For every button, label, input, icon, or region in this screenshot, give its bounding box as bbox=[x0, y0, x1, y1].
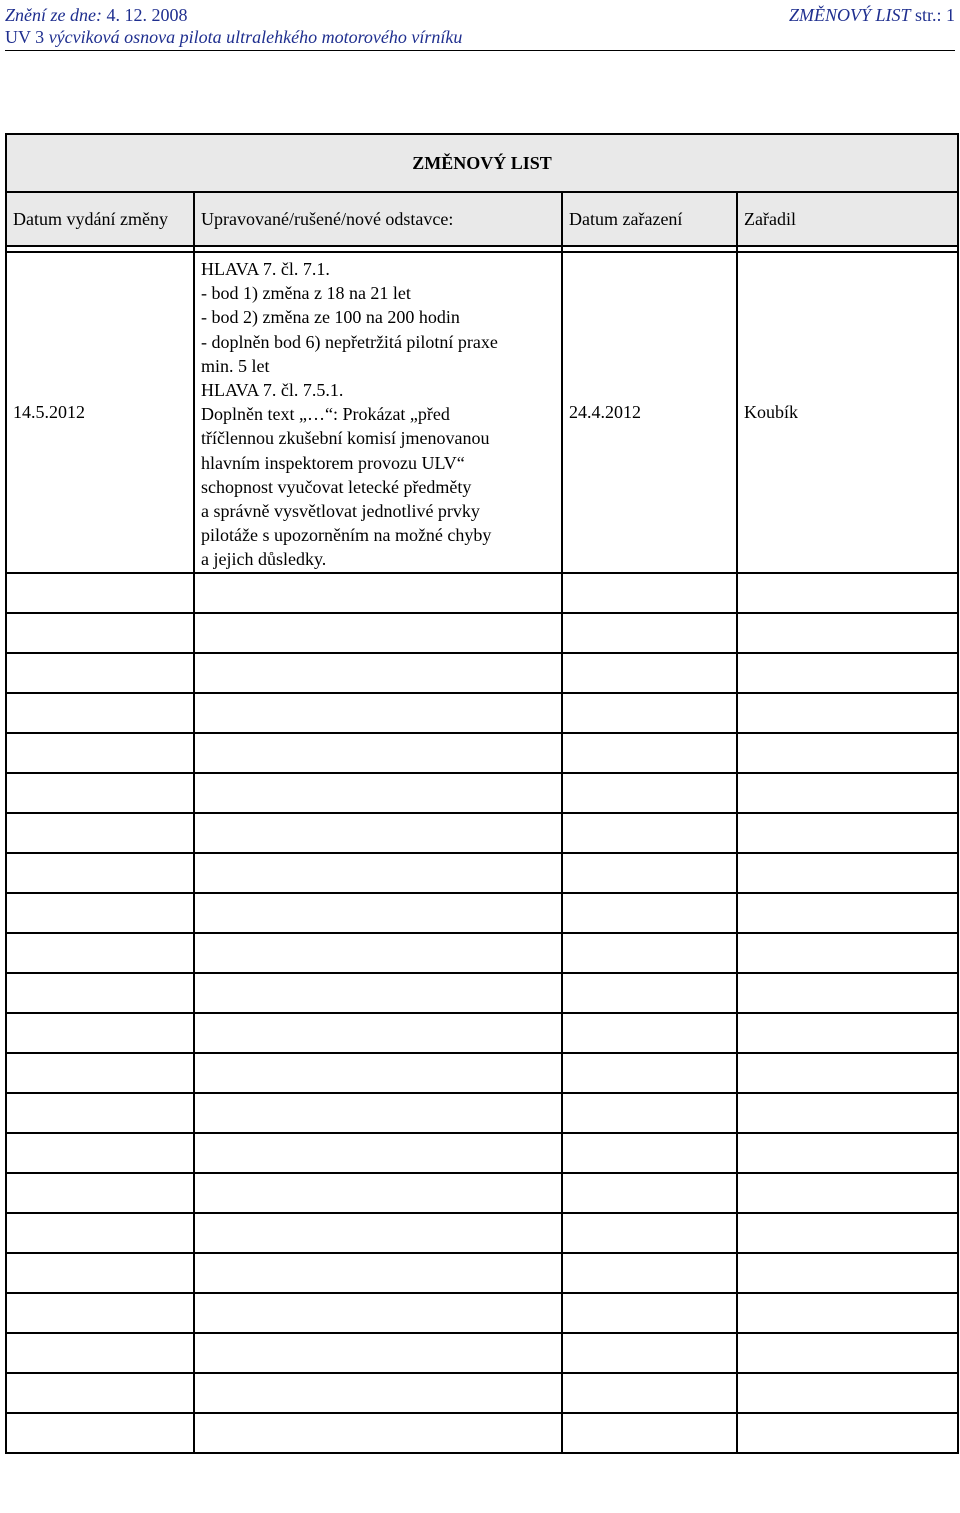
paragraph-line: HLAVA 7. čl. 7.5.1. bbox=[201, 380, 344, 401]
paragraph-line: HLAVA 7. čl. 7.1. bbox=[201, 259, 330, 279]
empty-table-row bbox=[6, 1253, 958, 1293]
paragraph-line: Doplněn text „…“: Prokázat „před bbox=[201, 404, 450, 425]
empty-table-row bbox=[6, 813, 958, 853]
empty-table-row bbox=[6, 973, 958, 1013]
document-code: UV 3 bbox=[5, 27, 49, 47]
column-header-issue-date: Datum vydání změny bbox=[6, 192, 194, 246]
empty-table-row bbox=[6, 1013, 958, 1053]
paragraph-line: - bod 2) změna ze 100 na 200 hodin bbox=[201, 307, 460, 328]
empty-table-row bbox=[6, 733, 958, 773]
table-title: ZMĚNOVÝ LIST bbox=[6, 134, 958, 192]
empty-table-row bbox=[6, 1133, 958, 1173]
table-row bbox=[6, 252, 958, 573]
empty-table-row bbox=[6, 1413, 958, 1453]
empty-table-row bbox=[6, 653, 958, 693]
paragraph-line: min. 5 let bbox=[201, 355, 270, 376]
inclusion-date-cell: 24.4.2012 bbox=[562, 252, 737, 573]
empty-table-row bbox=[6, 773, 958, 813]
page-indicator bbox=[789, 5, 955, 26]
paragraph-line: schopnost vyučovat letecké předměty bbox=[201, 476, 472, 497]
page-header bbox=[5, 0, 955, 51]
empty-table-row bbox=[6, 933, 958, 973]
empty-table-row bbox=[6, 1213, 958, 1253]
paragraph-line: - bod 1) změna z 18 na 21 let bbox=[201, 283, 411, 304]
included-by-cell: Koubík bbox=[737, 252, 958, 573]
empty-table-row bbox=[6, 893, 958, 933]
issue-date-cell: 14.5.2012 bbox=[6, 252, 194, 573]
column-header-paragraphs: Upravované/rušené/nové odstavce: bbox=[194, 192, 562, 246]
empty-table-row bbox=[6, 853, 958, 893]
paragraph-line: a jejich důsledky. bbox=[201, 549, 327, 570]
document-title: výcviková osnova pilota ultralehkého motorového vírníku bbox=[48, 27, 463, 47]
page-number: str.: 1 bbox=[910, 5, 955, 25]
page-section-name: ZMĚNOVÝ LIST bbox=[788, 5, 911, 25]
paragraphs-cell bbox=[194, 252, 562, 573]
paragraph-line: - doplněn bod 6) nepřetržitá pilotní praxe bbox=[201, 331, 498, 352]
empty-table-row bbox=[6, 573, 958, 613]
empty-table-row bbox=[6, 1093, 958, 1133]
column-header-included-by: Zařadil bbox=[737, 192, 958, 246]
revision-date-line bbox=[5, 5, 187, 26]
paragraph-line: tříčlennou zkušební komisí jmenovanou bbox=[201, 428, 490, 449]
paragraph-line: hlavním inspektorem provozu ULV“ bbox=[201, 452, 465, 473]
column-header-row bbox=[6, 192, 958, 246]
revision-label: Znění ze dne: bbox=[5, 5, 107, 25]
paragraph-line: a správně vysvětlovat jednotlivé prvky bbox=[201, 501, 480, 522]
column-header-inclusion-date: Datum zařazení bbox=[562, 192, 737, 246]
empty-table-row bbox=[6, 1173, 958, 1213]
empty-table-row bbox=[6, 1053, 958, 1093]
empty-table-row bbox=[6, 1373, 958, 1413]
revision-date: 4. 12. 2008 bbox=[106, 5, 188, 25]
empty-table-row bbox=[6, 1333, 958, 1373]
empty-table-row bbox=[6, 693, 958, 733]
empty-table-row bbox=[6, 613, 958, 653]
change-list-table bbox=[5, 133, 959, 1454]
empty-table-row bbox=[6, 1293, 958, 1333]
document-title-line bbox=[5, 27, 462, 48]
paragraph-line: pilotáže s upozorněním na možné chyby bbox=[201, 525, 492, 546]
